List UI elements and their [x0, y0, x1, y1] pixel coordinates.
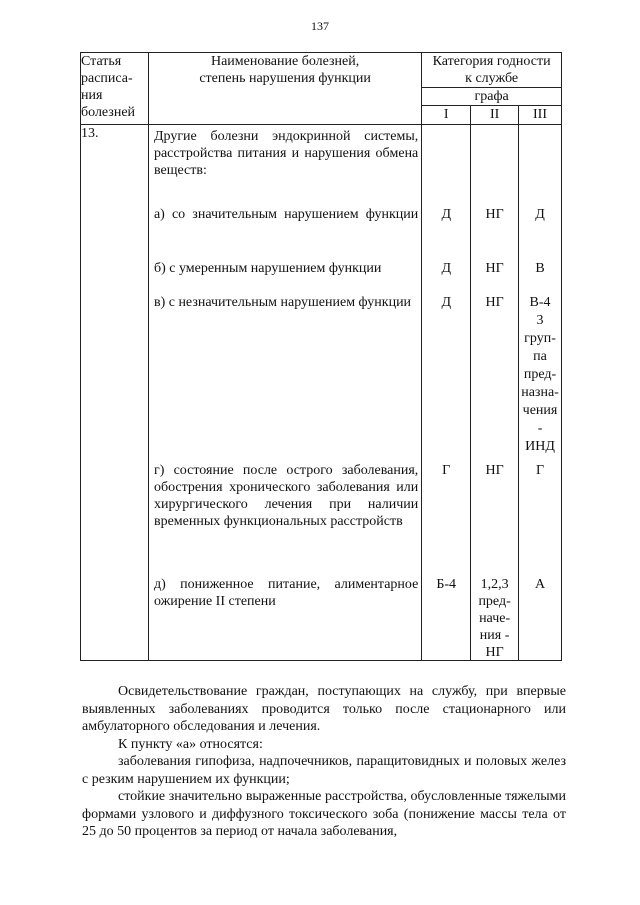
header-column-3: III [519, 106, 562, 125]
row-b-desc: б) с умеренным нарушением функции [153, 261, 382, 276]
row-v-col1: Д [441, 295, 451, 310]
column-1-values [422, 125, 471, 661]
row-b-col1: Д [441, 261, 451, 276]
column-2-values [471, 125, 519, 661]
header-category: Категория годности к службе [422, 53, 562, 88]
row-g-col1: Г [442, 463, 451, 478]
table-row [81, 125, 562, 661]
row-a-col1: Д [441, 207, 451, 222]
row-d-col2: 1,2,3 пред- наче- ния - НГ [478, 577, 511, 660]
row-v-col2: НГ [485, 295, 504, 310]
header-column-2: II [471, 106, 519, 125]
header-disease-name: Наименование болезней, степень нарушения функции [148, 53, 421, 125]
row-v-desc: в) с незначительным нарушением функции [153, 295, 412, 310]
header-grafa: графа [422, 88, 562, 106]
header-column-1: I [422, 106, 471, 125]
row-d-col3: А [534, 577, 546, 592]
paragraph: Освидетельствование граждан, поступающих на службу, при впервые выявленных заболеваниях проводится только после стационарного или амбулаторного обследования и лечения. [82, 684, 566, 734]
row-b-col3: В [535, 261, 545, 276]
article-number: 13. [81, 125, 149, 661]
row-v-col3: В-4 3 груп- па пред- назна- чения - ИНД [521, 295, 559, 454]
paragraph: К пункту «а» относятся: [118, 736, 263, 752]
column-3-values [519, 125, 562, 661]
row-d-col1: Б-4 [436, 577, 457, 592]
paragraph: стойкие значительно выраженные расстройства, обусловленные тяжелыми формами узлового и диффузного токсического зоба (понижение массы тела от 25 до 50 процентов за период от начала заболевания, [82, 789, 566, 839]
row-a-col2: НГ [485, 207, 504, 222]
body-text [82, 683, 566, 841]
disease-schedule-table [80, 52, 562, 661]
header-article: Статья расписа- ния болезней [81, 53, 149, 125]
row-g-col3: Г [535, 463, 545, 478]
row-b-col2: НГ [485, 261, 504, 276]
paragraph: заболевания гипофиза, надпочечников, паращитовидных и половых желез с резким нарушением их функции; [82, 754, 566, 787]
row-g-col2: НГ [485, 463, 504, 478]
disease-names-cell [148, 125, 421, 661]
row-d-desc: д) пониженное питание, алиментарное ожирение II степени [153, 577, 419, 609]
row-a-col3: Д [535, 207, 545, 222]
row-a-desc: а) со значительным нарушением функции [153, 207, 419, 222]
intro-text: Другие болезни эндокринной системы, расстройства питания и нарушения обмена веществ: [153, 129, 419, 178]
row-g-desc: г) состояние после острого заболевания, обострения хронического заболевания или хирургического лечения при наличии временных функциональных расстройств [153, 463, 419, 529]
page-number: 137 [311, 19, 329, 33]
